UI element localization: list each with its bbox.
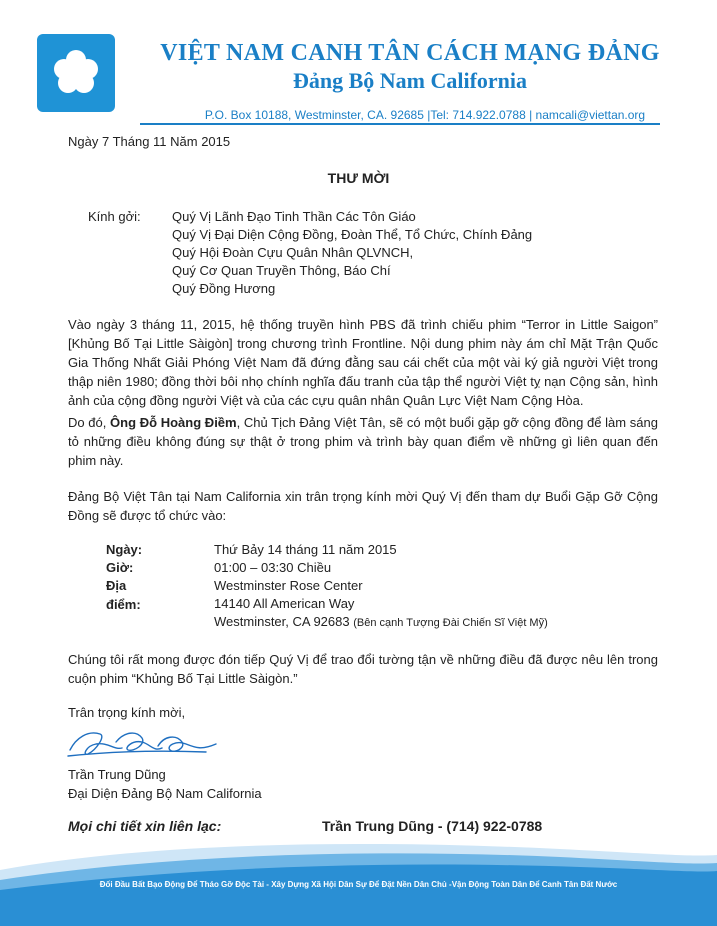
event-date-value: Thứ Bảy 14 tháng 11 năm 2015 bbox=[214, 542, 397, 557]
event-place-note: (Bên cạnh Tượng Đài Chiến Sĩ Việt Mỹ) bbox=[353, 617, 548, 629]
recipient-item: Quý Vị Lãnh Đạo Tinh Thần Các Tôn Giáo bbox=[172, 209, 416, 224]
event-place-line2: 14140 All American Way bbox=[214, 596, 355, 611]
recipient-item: Quý Vị Đại Diện Cộng Đồng, Đoàn Thể, Tổ Chức, Chính Đảng bbox=[172, 227, 533, 242]
flower-logo-icon bbox=[37, 34, 115, 112]
header-contact: P.O. Box 10188, Westminster, CA. 92685 |Tel: 714.922.0788 | namcali@viettan.org bbox=[204, 108, 646, 122]
header-divider bbox=[140, 123, 660, 125]
paragraph-announcement bbox=[68, 413, 658, 470]
signer-name: Trần Trung Dũng bbox=[68, 767, 166, 782]
paragraph-announcement-suffix: , Chủ Tịch Đảng Việt Tân, sẽ có một buổi gặp gỡ cộng đồng để làm sáng tỏ những điều không đúng sự thật ở trong phim và trình bày quan điểm về những gì liên quan đến phim này. bbox=[68, 415, 658, 468]
signer-title: Đại Diện Đảng Bộ Nam California bbox=[68, 786, 262, 801]
footer-slogan: Đối Đầu Bất Bạo Động Để Tháo Gỡ Độc Tài - Xây Dựng Xã Hội Dân Sự Để Đặt Nền Dân Chủ -Vận Động Toàn Dân Để Canh Tân Đất Nước bbox=[99, 880, 618, 889]
signer-block bbox=[68, 765, 262, 803]
recipient-item: Quý Hội Đoàn Cựu Quân Nhân QLVNCH, bbox=[172, 245, 414, 260]
recipients-label: Kính gởi: bbox=[88, 209, 141, 224]
paragraph-invitation: Đảng Bộ Việt Tân tại Nam California xin trân trọng kính mời Quý Vị đến tham dự Buổi Gặp Gỡ Cộng Đồng sẽ được tổ chức vào: bbox=[68, 489, 658, 523]
speaker-name: Ông Đỗ Hoàng Điềm bbox=[110, 415, 237, 430]
event-place-label: Địa điểm: bbox=[106, 578, 141, 612]
paragraph-intro: Vào ngày 3 tháng 11, 2015, hệ thống truyền hình PBS đã trình chiếu phim “Terror in Little Saigon” [Khủng Bố Tại Little Sàigòn] trong chương trình Frontline. Nội dung phim này ám chỉ Mặt Trận Quốc Gia Thống Nhất Giải Phóng Việt Nam đã đứng đằng sau cái chết của một vài ký giả người Việt trong thập niên 1980; đồng thời bôi nhọ chính nghĩa đấu tranh của tập thể người Việt tỵ nạn Cộng sản, hình ảnh của cộng đồng người Việt và của các cựu quân nhân Quân Lực Việt Nam Cộng Hòa. bbox=[68, 317, 658, 408]
flower-logo-shape bbox=[37, 34, 115, 112]
event-place-line3 bbox=[214, 612, 548, 633]
letter-date: Ngày 7 Tháng 11 Năm 2015 bbox=[68, 134, 231, 149]
paragraph-closing: Chúng tôi rất mong được đón tiếp Quý Vị để trao đổi tường tận về những điều đã được nêu lên trong cuộn phim “Khủng Bố Tại Little Sàigòn.” bbox=[68, 652, 658, 686]
organization-title: VIỆT NAM CANH TÂN CÁCH MẠNG ĐẢNG bbox=[160, 40, 660, 66]
handwritten-signature bbox=[66, 720, 226, 764]
event-place-line1: Westminster Rose Center bbox=[214, 578, 363, 593]
event-place-city: Westminster, CA 92683 bbox=[214, 614, 354, 629]
recipients-list bbox=[172, 207, 532, 297]
contact-label: Mọi chi tiết xin liên lạc: bbox=[68, 818, 222, 834]
event-time-label: Giờ: bbox=[106, 560, 134, 575]
closing-salutation: Trân trọng kính mời, bbox=[68, 705, 186, 720]
contact-value: Trần Trung Dũng - (714) 922-0788 bbox=[322, 818, 543, 834]
paragraph-announcement-prefix: Do đó, bbox=[68, 415, 111, 430]
letter-title: THƯ MỜI bbox=[327, 170, 390, 186]
recipient-item: Quý Cơ Quan Truyền Thông, Báo Chí bbox=[172, 263, 391, 278]
event-date-label: Ngày: bbox=[106, 542, 143, 557]
recipient-item: Quý Đồng Hương bbox=[172, 281, 276, 296]
organization-subtitle: Đảng Bộ Nam California bbox=[292, 68, 528, 93]
event-time-value: 01:00 – 03:30 Chiều bbox=[214, 560, 332, 575]
